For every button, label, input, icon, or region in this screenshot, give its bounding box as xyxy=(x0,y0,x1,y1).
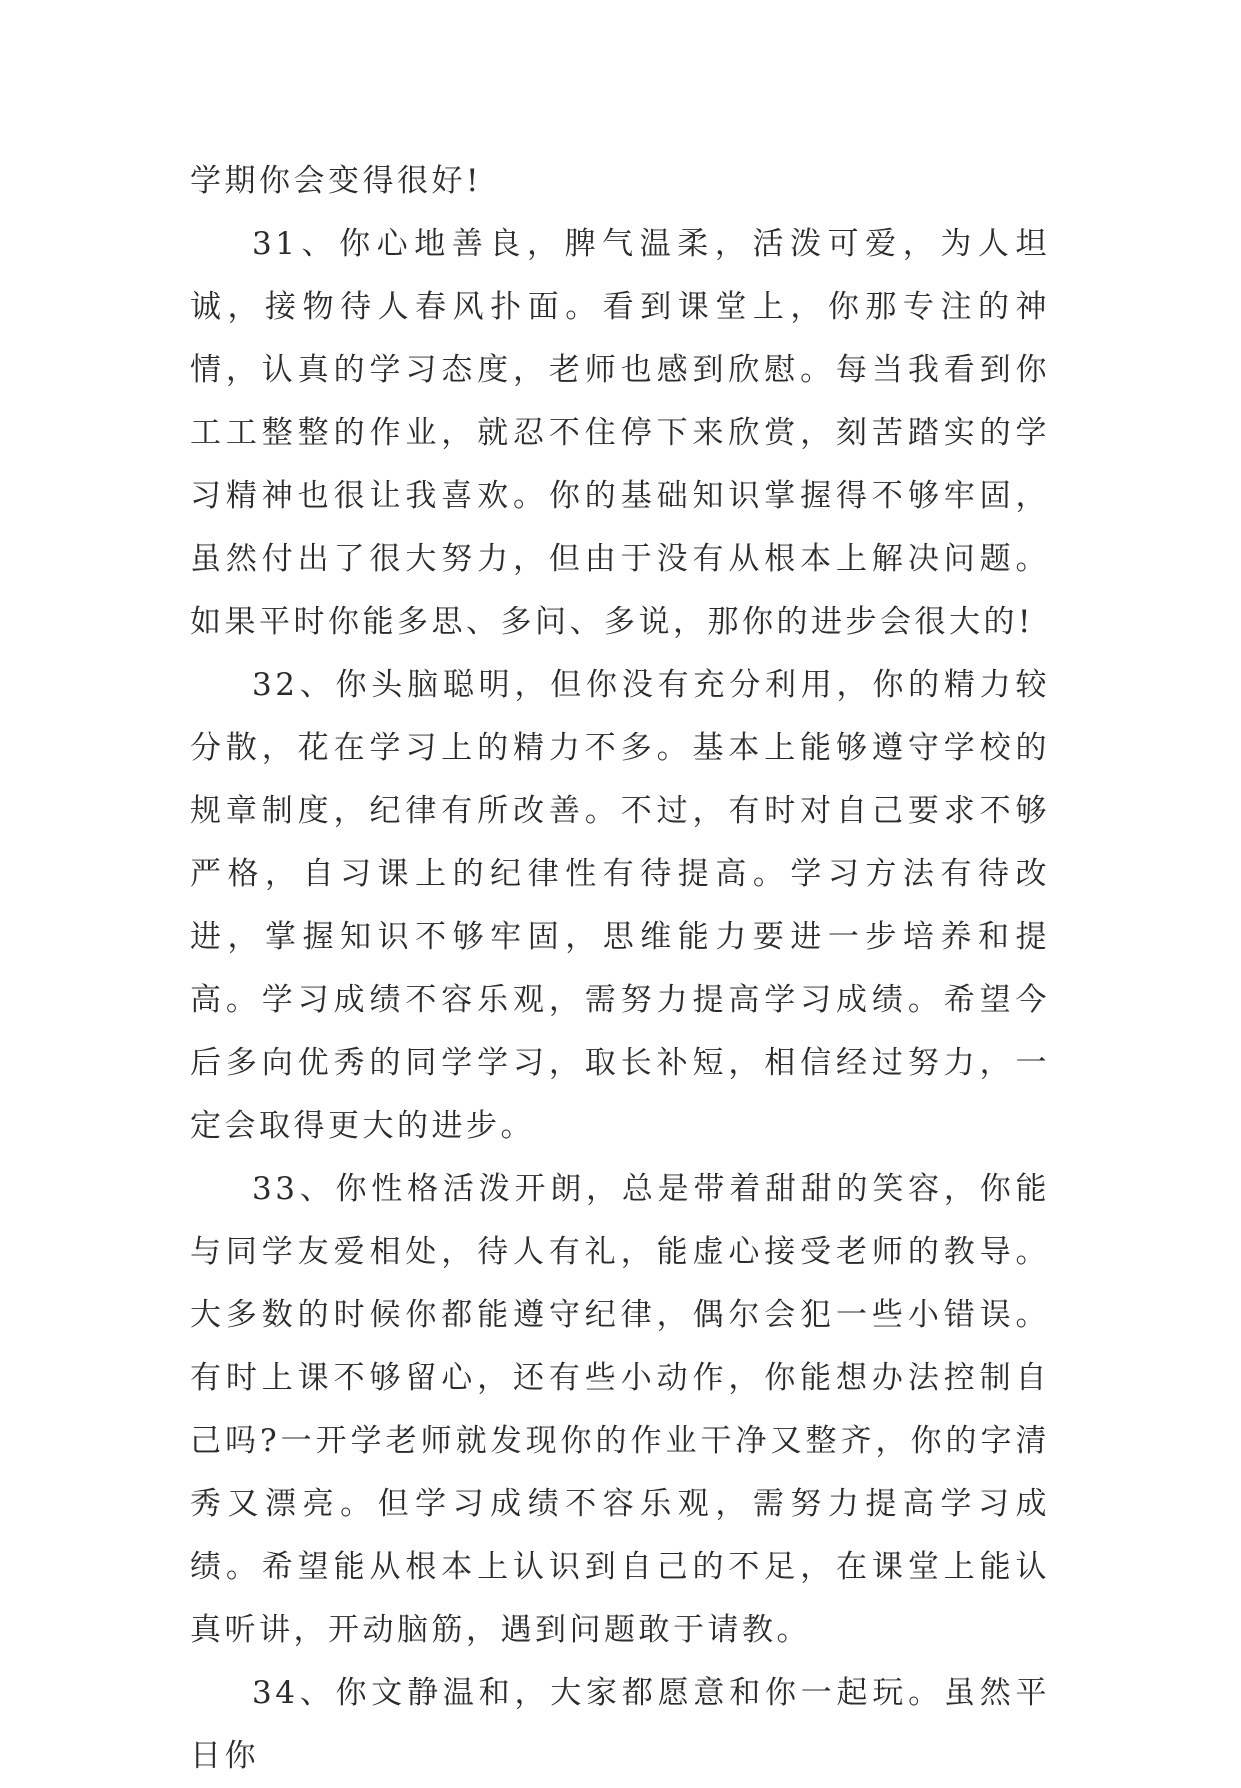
paragraph-continuation: 学期你会变得很好! xyxy=(190,163,482,199)
paragraph-comment-32: 32、你头脑聪明，但你没有充分利用，你的精力较分散，花在学习上的精力不多。基本上能够遵守学校的规章制度，纪律有所改善。不过，有时对自己要求不够严格，自习课上的纪律性有待提高。学习方法有待改进，掌握知识不够牢固，思维能力要进一步培养和提高。学习成绩不容乐观，需努力提高学习成绩。希望今后多向优秀的同学学习，取长补短，相信经过努力，一定会取得更大的进步。 xyxy=(190,667,1050,1144)
paragraph-comment-34: 34、你文静温和，大家都愿意和你一起玩。虽然平日你 xyxy=(190,1675,1050,1774)
paragraph-comment-33: 33、你性格活泼开朗，总是带着甜甜的笑容，你能与同学友爱相处，待人有礼，能虚心接受老师的教导。大多数的时候你都能遵守纪律，偶尔会犯一些小错误。有时上课不够留心，还有些小动作，你能想办法控制自己吗?一开学老师就发现你的作业干净又整齐，你的字清秀又漂亮。但学习成绩不容乐观，需努力提高学习成绩。希望能从根本上认识到自己的不足，在课堂上能认真听讲，开动脑筋，遇到问题敢于请教。 xyxy=(190,1171,1050,1648)
document-body xyxy=(190,150,1050,1788)
paragraph-comment-31: 31、你心地善良，脾气温柔，活泼可爱，为人坦诚，接物待人春风扑面。看到课堂上，你那专注的神情，认真的学习态度，老师也感到欣慰。每当我看到你工工整整的作业，就忍不住停下来欣赏，刻苦踏实的学习精神也很让我喜欢。你的基础知识掌握得不够牢固，虽然付出了很大努力，但由于没有从根本上解决问题。如果平时你能多思、多问、多说，那你的进步会很大的! xyxy=(190,226,1050,640)
